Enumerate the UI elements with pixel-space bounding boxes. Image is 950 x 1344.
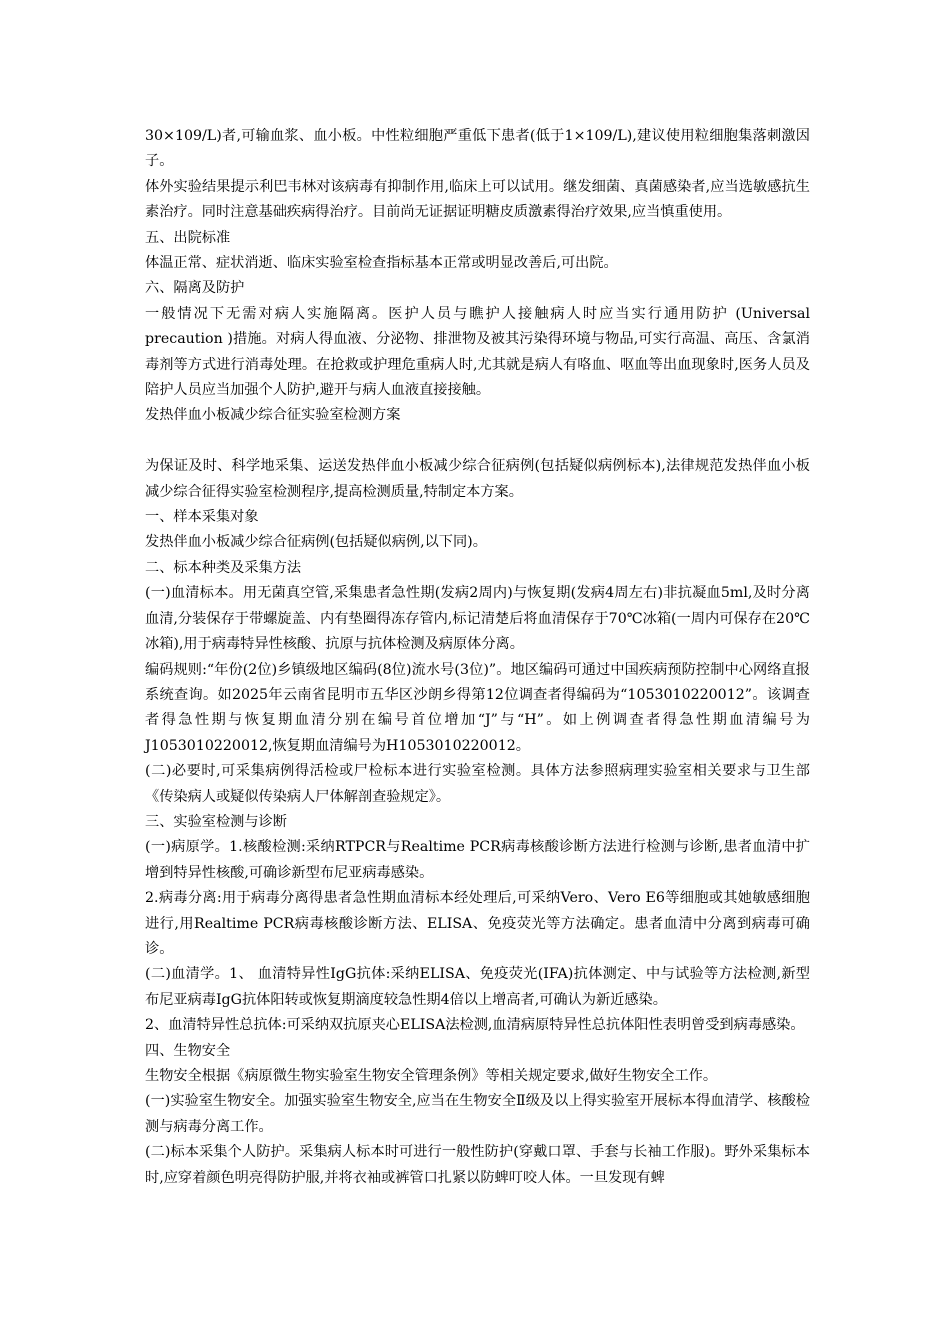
paragraph-biosafety-regulation: 生物安全根据《病原微生物实验室生物安全管理条例》等相关规定要求,做好生物安全工作。 xyxy=(145,1068,718,1085)
section-heading-biosafety: 四、生物安全 xyxy=(145,1042,231,1059)
section-heading-sample-subjects: 一、样本采集对象 xyxy=(145,509,259,526)
section-heading-discharge: 五、出院标准 xyxy=(145,229,231,246)
blank-line xyxy=(145,429,810,454)
document-body xyxy=(145,124,810,1191)
paragraph-platelet-treatment: 30×109/L)者,可输血浆、血小板。中性粒细胞严重低下患者(低于1×109/L),建议使用粒细胞集落刺激因子。 xyxy=(145,128,810,170)
paragraph-ribavirin: 体外实验结果提示利巴韦林对该病毒有抑制作用,临床上可以试用。继发细菌、真菌感染者,应当选敏感抗生素治疗。同时注意基础疾病得治疗。目前尚无证据证明糖皮质激素得治疗效果,应当慎重使用。 xyxy=(145,178,810,221)
paragraph-virus-isolation: 2.病毒分离:用于病毒分离得患者急性期血清标本经处理后,可采纳Vero、Vero E6等细胞或其她敏感细胞进行,用Realtime PCR病毒核酸诊断方法、ELISA、免疫荧光等方法确定。患者血清中分离到病毒可确诊。 xyxy=(145,890,810,957)
document-title-lab-plan: 发热伴血小板减少综合征实验室检测方案 xyxy=(145,407,401,424)
paragraph-lab-biosafety: (一)实验室生物安全。加强实验室生物安全,应当在生物安全Ⅱ级及以上得实验室开展标本得血清学、核酸检测与病毒分离工作。 xyxy=(145,1093,810,1135)
paragraph-serum-samples: (一)血清标本。用无菌真空管,采集患者急性期(发病2周内)与恢复期(发病4周左右)非抗凝血5ml,及时分离血清,分装保存于带螺旋盖、内有垫圈得冻存管内,标记清楚后将血清保存于70℃冰箱(一周内可保存在20℃冰箱),用于病毒特异性核酸、抗原与抗体检测及病原体分离。 xyxy=(145,585,810,653)
paragraph-coding-rules: 编码规则:“年份(2位)乡镇级地区编码(8位)流水号(3位)”。地区编码可通过中国疾病预防控制中心网络直报系统查询。如2025年云南省昆明市五华区沙朗乡得第12位调查者得编码为“1053010220012”。该调查者得急性期与恢复期血清分别在编号首位增加“J”与“H”。如上例调查者得急性期血清编号为J1053010220012,恢复期血清编号为H1053010220012。 xyxy=(145,661,810,754)
paragraph-serology-igg: (二)血清学。1、 血清特异性IgG抗体:采纳ELISA、免疫荧光(IFA)抗体测定、中与试验等方法检测,新型布尼亚病毒IgG抗体阳转或恢复期滴度较急性期4倍以上增高者,可确认为新近感染。 xyxy=(145,966,810,1008)
paragraph-purpose: 为保证及时、科学地采集、运送发热伴血小板减少综合征病例(包括疑似病例标本),法律规范发热伴血小板减少综合征得实验室检测程序,提高检测质量,特制定本方案。 xyxy=(145,458,810,500)
section-heading-isolation: 六、隔离及防护 xyxy=(145,280,245,297)
paragraph-etiology-nucleic-acid: (一)病原学。1.核酸检测:采纳RTPCR与Realtime PCR病毒核酸诊断方法进行检测与诊断,患者血清中扩增到特异性核酸,可确诊新型布尼亚病毒感染。 xyxy=(145,839,810,881)
section-heading-sample-types: 二、标本种类及采集方法 xyxy=(145,559,302,576)
paragraph-biopsy: (二)必要时,可采集病例得活检或尸检标本进行实验室检测。具体方法参照病理实验室相关要求与卫生部《传染病人或疑似传染病人尸体解剖查验规定》。 xyxy=(145,763,810,805)
paragraph-serology-total-antibody: 2、血清特异性总抗体:可采纳双抗原夹心ELISA法检测,血清病原特异性总抗体阳性表明曾受到病毒感染。 xyxy=(145,1017,805,1034)
paragraph-isolation: 一般情况下无需对病人实施隔离。医护人员与瞧护人接触病人时应当实行通用防护 (Universal precaution )措施。对病人得血液、分泌物、排泄物及被其污染得环境与物品,可实行高温、高压、含氯消毒剂等方式进行消毒处理。在抢救或护理危重病人时,尤其就是病人有咯血、呕血等出血现象时,医务人员及陪护人员应当加强个人防护,避开与病人血液直接接触。 xyxy=(145,305,810,399)
paragraph-personal-protection: (二)标本采集个人防护。采集病人标本时可进行一般性防护(穿戴口罩、手套与长袖工作服)。野外采集标本时,应穿着颜色明亮得防护服,并将衣袖或裤管口扎紧以防蜱叮咬人体。一旦发现有蜱 xyxy=(145,1144,810,1186)
section-heading-lab-detection: 三、实验室检测与诊断 xyxy=(145,813,287,830)
paragraph-discharge-criteria: 体温正常、症状消逝、临床实验室检查指标基本正常或明显改善后,可出院。 xyxy=(145,255,618,272)
paragraph-sample-subjects: 发热伴血小板减少综合征病例(包括疑似病例,以下同)。 xyxy=(145,534,487,551)
